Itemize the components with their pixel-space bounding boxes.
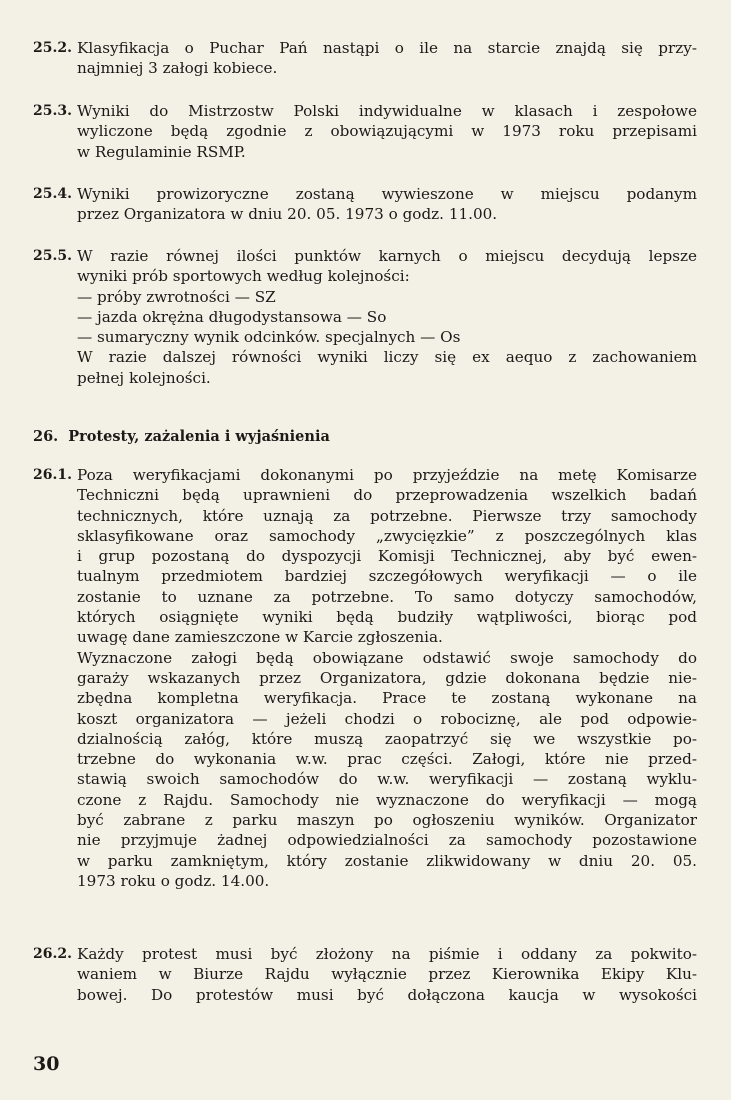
text-line: wyniki prób sportowych według kolejności: — [77, 267, 410, 286]
text-line: bowej. Do protestów musi być dołączona kaucja w wysokości — [77, 985, 697, 1004]
text-line: 1973 roku o godz. 14.00. — [77, 871, 270, 890]
text-line: w Regulaminie RSMP. — [77, 142, 246, 161]
paragraph-25-2 — [33, 38, 697, 79]
text-line: Każdy protest musi być złożony na piśmie i oddany za pokwito- — [77, 945, 697, 963]
section-title: Protesty, zażalenia i wyjaśnienia — [68, 428, 330, 445]
section-heading — [33, 428, 330, 445]
text-line: Poza weryfikacjami dokonanymi po przyjeździe na metę Komisarze — [77, 466, 697, 484]
paragraph-26-2 — [33, 944, 697, 1005]
text-line: koszt organizatora — jeżeli chodzi o robociznę, ale pod odpowie- — [77, 709, 697, 728]
paragraph-25-3 — [33, 101, 697, 162]
list-item: — próby zwrotności — SZ — [77, 287, 276, 306]
text-line: W razie dalszej równości wyniki liczy się ex aequo z zachowaniem — [77, 348, 697, 367]
paragraph-26-1 — [33, 465, 697, 891]
text-line: sklasyfikowane oraz samochody „zwycięzkie” z poszczególnych klas — [77, 526, 697, 545]
text-line: Wyniki prowizoryczne zostaną wywieszone w miejscu podanym — [77, 185, 697, 203]
page-number: 30 — [33, 1053, 60, 1075]
text-line: być zabrane z parku maszyn po ogłoszeniu wyników. Organizator — [77, 811, 697, 830]
text-line: Wyniki do Mistrzostw Polski indywidualne w klasach i zespołowe — [77, 102, 697, 120]
text-line: uwagę dane zamieszczone w Karcie zgłoszenia. — [77, 628, 443, 647]
text-line: wyliczone będą zgodnie z obowiązującymi w 1973 roku przepisami — [77, 122, 697, 141]
text-line: pełnej kolejności. — [77, 368, 211, 387]
text-line: czone z Rajdu. Samochody nie wyznaczone do weryfikacji — mogą — [77, 790, 697, 809]
text-line: zbędna kompletna weryfikacja. Prace te zostaną wykonane na — [77, 689, 697, 708]
paragraph-number: 26.1. — [33, 467, 72, 483]
paragraph-25-4 — [33, 184, 697, 225]
text-line: waniem w Biurze Rajdu wyłącznie przez Kierownika Ekipy Klu- — [77, 965, 697, 984]
text-line: technicznych, które uznają za potrzebne. Pierwsze trzy samochody — [77, 506, 697, 525]
text-line: zostanie to uznane za potrzebne. To samo dotyczy samochodów, — [77, 587, 697, 606]
text-line: dzialnością załóg, które muszą zaopatrzyć się we wszystkie po- — [77, 729, 697, 748]
text-line: trzebne do wykonania w.w. prac części. Załogi, które nie przed- — [77, 750, 697, 769]
list-item: — sumaryczny wynik odcinków. specjalnych — Os — [77, 328, 461, 347]
text-line: tualnym przedmiotem bardziej szczegółowych weryfikacji — o ile — [77, 567, 697, 586]
paragraph-number: 25.2. — [33, 40, 72, 56]
text-line: Klasyfikacja o Puchar Pań nastąpi o ile na starcie znajdą się przy- — [77, 39, 697, 57]
paragraph-25-5 — [33, 246, 697, 388]
text-line: Techniczni będą uprawnieni do przeprowadzenia wszelkich badań — [77, 486, 697, 505]
text-line: garaży wskazanych przez Organizatora, gdzie dokonana będzie nie- — [77, 668, 697, 687]
text-line: najmniej 3 załogi kobiece. — [77, 59, 278, 78]
paragraph-number: 25.4. — [33, 186, 72, 202]
text-line: i grup pozostaną do dyspozycji Komisji Technicznej, aby być ewen- — [77, 547, 697, 566]
list-item: — jazda okrężna długodystansowa — So — [77, 307, 387, 326]
section-number: 26. — [33, 428, 59, 445]
text-line: których osiągnięte wyniki będą budziły wątpliwości, biorąc pod — [77, 608, 697, 627]
text-line: W razie równej ilości punktów karnych o miejscu decydują lepsze — [77, 247, 697, 265]
text-line: stawią swoich samochodów do w.w. weryfikacji — zostaną wyklu- — [77, 770, 697, 789]
paragraph-number: 26.2. — [33, 946, 72, 962]
text-line: Wyznaczone załogi będą obowiązane odstawić swoje samochody do — [77, 648, 697, 667]
text-line: nie przyjmuje żadnej odpowiedzialności za samochody pozostawione — [77, 831, 697, 850]
text-line: w parku zamkniętym, który zostanie zlikwidowany w dniu 20. 05. — [77, 851, 697, 870]
text-line: przez Organizatora w dniu 20. 05. 1973 o godz. 11.00. — [77, 205, 498, 224]
paragraph-number: 25.3. — [33, 103, 72, 119]
paragraph-number: 25.5. — [33, 248, 72, 264]
